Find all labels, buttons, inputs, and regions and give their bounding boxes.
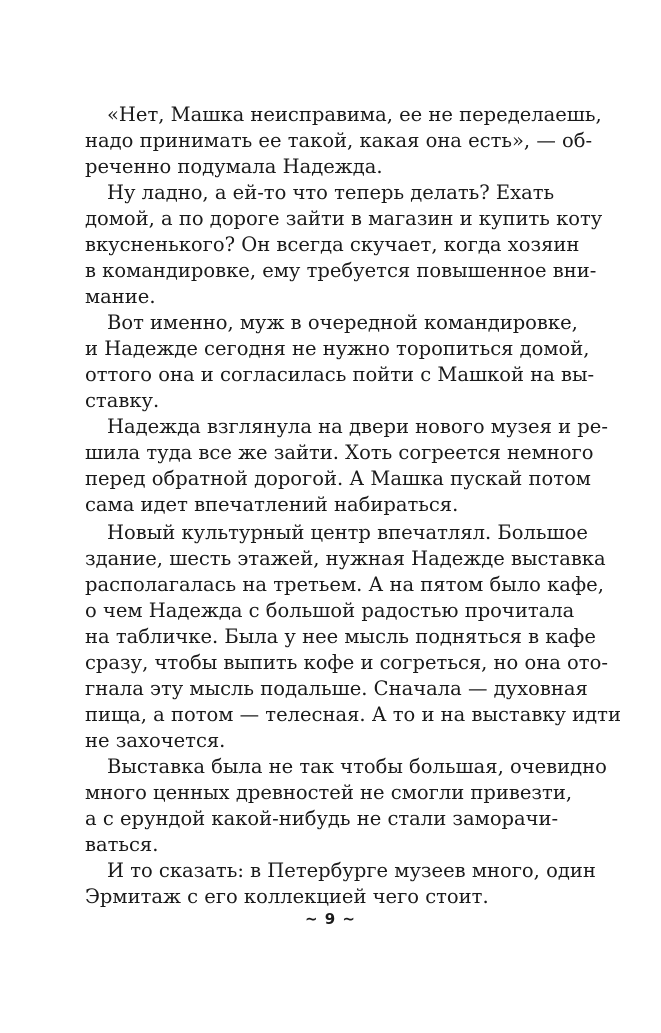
text-line: ставку. bbox=[85, 389, 160, 412]
text-line: Эрмитаж с его коллекцией чего стоит. bbox=[85, 885, 489, 908]
text-line: реченно подумала Надежда. bbox=[85, 155, 383, 178]
text-line: располагалась на третьем. А на пятом было кафе, bbox=[85, 573, 604, 596]
text-line: и Надежде сегодня не нужно торопиться домой, bbox=[85, 337, 590, 360]
text-line: а с ерундой какой-нибудь не стали заморачи- bbox=[85, 807, 559, 830]
text-line: И то сказать: в Петербурге музеев много, один bbox=[107, 859, 596, 882]
page-number: ~ 9 ~ bbox=[304, 910, 357, 928]
text-line: сама идет впечатлений набираться. bbox=[85, 493, 459, 516]
text-line: Вот именно, муж в очередной командировке, bbox=[107, 311, 578, 334]
text-line: «Нет, Машка неисправима, ее не переделаешь, bbox=[107, 103, 602, 126]
text-line: не захочется. bbox=[85, 729, 226, 752]
text-line: Выставка была не так чтобы большая, очевидно bbox=[107, 755, 607, 778]
text-line: в командировке, ему требуется повышенное вни- bbox=[85, 259, 597, 282]
text-line: домой, а по дороге зайти в магазин и купить коту bbox=[85, 207, 603, 230]
text-line: много ценных древностей не смогли привезти, bbox=[85, 781, 573, 804]
text-line: надо принимать ее такой, какая она есть», — об- bbox=[85, 129, 593, 152]
text-line: Надежда взглянула на двери нового музея и ре- bbox=[107, 415, 608, 438]
text-line: Новый культурный центр впечатлял. Большое bbox=[107, 521, 588, 544]
text-line: шила туда все же зайти. Хоть согреется немного bbox=[85, 441, 594, 464]
text-line: Ну ладно, а ей-то что теперь делать? Ехать bbox=[107, 181, 555, 204]
text-line: пища, а потом — телесная. А то и на выставку идти bbox=[85, 703, 621, 726]
text-line: перед обратной дорогой. А Машка пускай потом bbox=[85, 467, 591, 490]
text-line: на табличке. Была у нее мысль подняться в кафе bbox=[85, 625, 596, 648]
text-line: сразу, чтобы выпить кофе и согреться, но она ото- bbox=[85, 651, 608, 674]
text-section-2 bbox=[85, 520, 621, 910]
text-line: здание, шесть этажей, нужная Надежде выставка bbox=[85, 547, 606, 570]
text-line: оттого она и согласилась пойти с Машкой на вы- bbox=[85, 363, 595, 386]
text-line: ваться. bbox=[85, 833, 159, 856]
text-line: гнала эту мысль подальше. Сначала — духовная bbox=[85, 677, 588, 700]
text-line: о чем Надежда с большой радостью прочитала bbox=[85, 599, 575, 622]
text-line: мание. bbox=[85, 285, 156, 308]
text-section-1 bbox=[85, 102, 608, 518]
text-line: вкусненького? Он всегда скучает, когда хозяин bbox=[85, 233, 580, 256]
